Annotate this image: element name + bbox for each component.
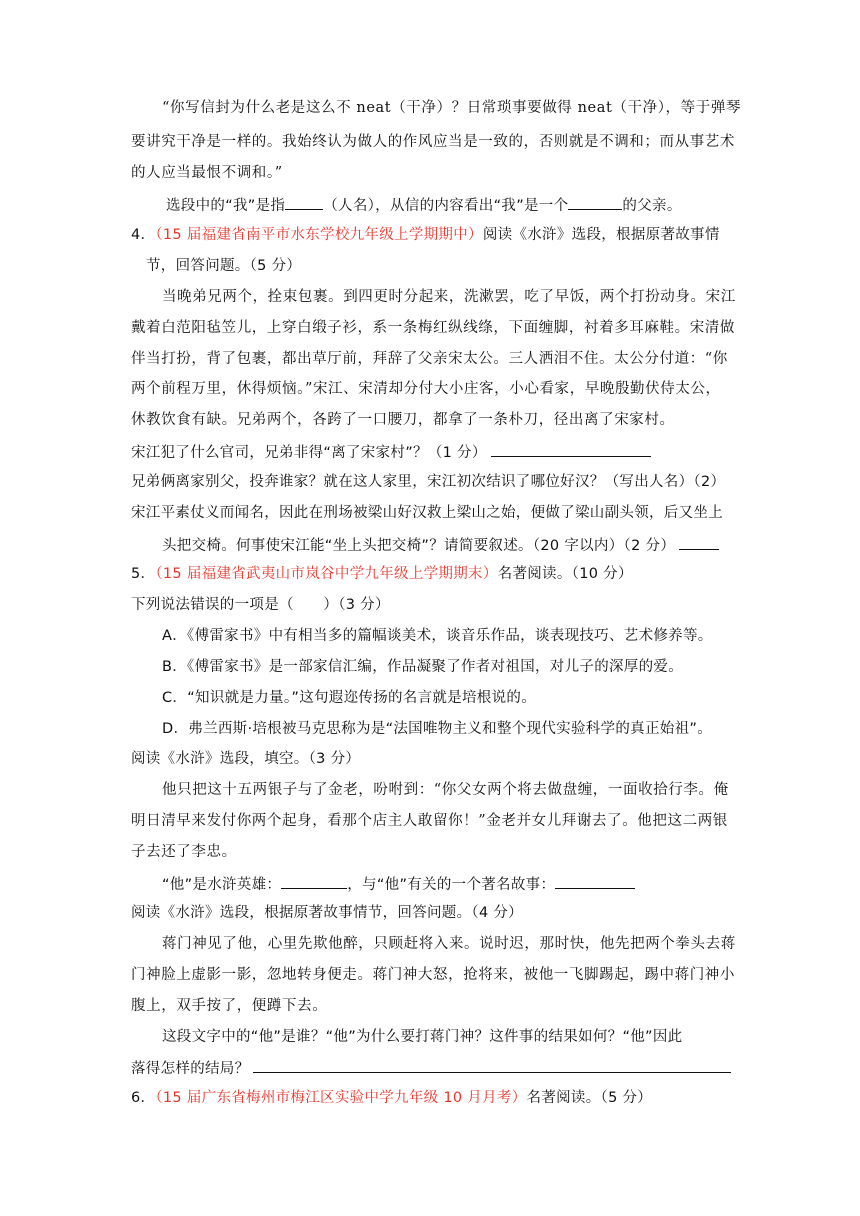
fill-text-c: 的父亲。 <box>622 198 682 214</box>
question-4b: 兄弟俩离家别父，投奔谁家？就在这人家里，宋江初次结识了哪位好汉？（写出人名）（2） <box>131 474 726 490</box>
question-4a <box>131 441 651 463</box>
blank-story[interactable] <box>555 873 635 889</box>
question-6-heading <box>131 1088 652 1108</box>
fill-text-b: （人名），从信的内容看出“我”是一个 <box>323 198 569 214</box>
question-4a-text: 宋江犯了什么官司，兄弟非得“离了宋家村”？（1 分） <box>131 445 487 461</box>
question-4-source: （15 届福建省南平市水东学校九年级上学期期中） <box>155 227 483 243</box>
question-5-heading <box>131 564 633 584</box>
question-4-text: 阅读《水浒》选段，根据原著故事情 <box>482 227 720 243</box>
fill-story-text: ，与“他”有关的一个著名故事： <box>347 877 556 893</box>
option-a: A．《傅雷家书》中有相当多的篇幅谈美术，谈音乐作品，谈表现技巧、艺术修养等。 <box>162 628 713 644</box>
question-5c: 阅读《水浒》选段，根据原著故事情节，回答问题。（4 分） <box>131 905 523 921</box>
question-6-number: 6． <box>131 1090 156 1106</box>
question-fill-line <box>166 194 682 216</box>
question-5a: 下列说法错误的一项是（ ）（3 分） <box>131 597 390 613</box>
answer-blank-4a[interactable] <box>491 441 651 457</box>
answer-blank-5d[interactable] <box>253 1057 731 1073</box>
option-d: D．弗兰西斯·培根被马克思称为是“法国唯物主义和整个现代实验科学的真正始祖”。 <box>162 721 712 737</box>
passage-3-line-3: 腹上，双手按了，便蹲下去。 <box>131 998 328 1014</box>
passage-1-line-4: 两个前程万里，休得烦恼。”宋江、宋清却分付大小庄客，小心看家，早晚殷勤伏侍太公， <box>131 381 721 397</box>
passage-3-line-1: 蒋门神见了他，心里先欺他醉，只顾赶将入来。说时迟，那时快，他先把两个拳头去蒋 <box>162 936 736 952</box>
fill-text-a: 选段中的“我”是指 <box>166 198 286 214</box>
question-6-source: （15 届广东省梅州市梅江区实验中学九年级 10 月月考） <box>155 1090 527 1106</box>
blank-person-name[interactable] <box>285 194 323 210</box>
option-b: B．《傅雷家书》是一部家信汇编，作品凝聚了作者对祖国，对儿子的深厚的爱。 <box>162 659 683 675</box>
question-4-text-cont: 节，回答问题。（5 分） <box>146 258 302 274</box>
question-4c-text: 头把交椅。何事使宋江能“坐上头把交椅”？请简要叙述。（20 字以内）（2 分） <box>162 538 676 554</box>
question-4c-line-2 <box>162 534 719 556</box>
passage-1-line-3: 伴当打扮，背了包裹，都出草厅前，拜辞了父亲宋太公。三人洒泪不住。太公分付道：“你 <box>131 351 728 367</box>
blank-father-type[interactable] <box>568 194 622 210</box>
letter-line-3: 的人应当最恨不调和。” <box>131 165 283 181</box>
letter-line-1: “你写信封为什么老是这么不 neat（干净）？日常琐事要做得 neat（干净），等于弹琴 <box>162 100 742 116</box>
letter-line-2: 要讲究干净是一样的。我始终认为做人的作风应当是一致的，否则就是不调和；而从事艺术 <box>131 134 735 150</box>
passage-3-line-2: 门神脸上虚影一影，忽地转身便走。蒋门神大怒，抢将来，被他一飞脚踢起，踢中蒋门神小 <box>131 967 735 983</box>
question-4-heading <box>131 225 720 245</box>
question-5d-text: 落得怎样的结局？ <box>131 1061 250 1077</box>
question-5-source: （15 届福建省武夷山市岚谷中学九年级上学期期末） <box>155 566 498 582</box>
passage-1-line-2: 戴着白范阳毡笠儿，上穿白缎子衫，系一条梅红纵线绦，下面缠脚，衬着多耳麻鞋。宋清做 <box>131 320 735 336</box>
question-5d-line-2 <box>131 1057 731 1079</box>
question-4-number: 4． <box>131 227 156 243</box>
blank-hero-name[interactable] <box>281 873 347 889</box>
question-5-text: 名著阅读。（10 分） <box>497 566 633 582</box>
answer-blank-4c[interactable] <box>679 534 719 550</box>
question-5d-line-1: 这段文字中的“他”是谁？“他”为什么要打蒋门神？这件事的结果如何？“他”因此 <box>162 1029 683 1045</box>
question-5b: 阅读《水浒》选段，填空。（3 分） <box>131 751 361 767</box>
option-c: C．“知识就是力量。”这句遐迩传扬的名言就是培根说的。 <box>162 690 536 706</box>
question-4c-line-1: 宋江平素仗义而闻名，因此在刑场被梁山好汉救上梁山之始，便做了梁山副头领，后又坐上 <box>131 505 723 521</box>
passage-1-line-1: 当晚弟兄两个，拴束包裹。到四更时分起来，洗漱罢，吃了早饭，两个打扮动身。宋江 <box>162 289 736 305</box>
passage-2-line-1: 他只把这十五两银子与了金老，吩咐到：“你父女两个将去做盘缠，一面收拾行李。俺 <box>162 782 729 798</box>
passage-2-line-2: 明日清早来发付你两个起身，看那个店主人敢留你！”金老并女儿拜谢去了。他把这二两银 <box>131 813 728 829</box>
question-5b-fill <box>162 873 635 895</box>
question-6-text: 名著阅读。（5 分） <box>526 1090 653 1106</box>
fill-hero-text: “他”是水浒英雄： <box>162 877 282 893</box>
passage-2-line-3: 子去还了李忠。 <box>131 844 237 860</box>
passage-1-line-5: 休教饮食有缺。兄弟两个，各跨了一口腰刀，都拿了一条朴刀，径出离了宋家村。 <box>131 412 675 428</box>
question-5-number: 5． <box>131 566 156 582</box>
